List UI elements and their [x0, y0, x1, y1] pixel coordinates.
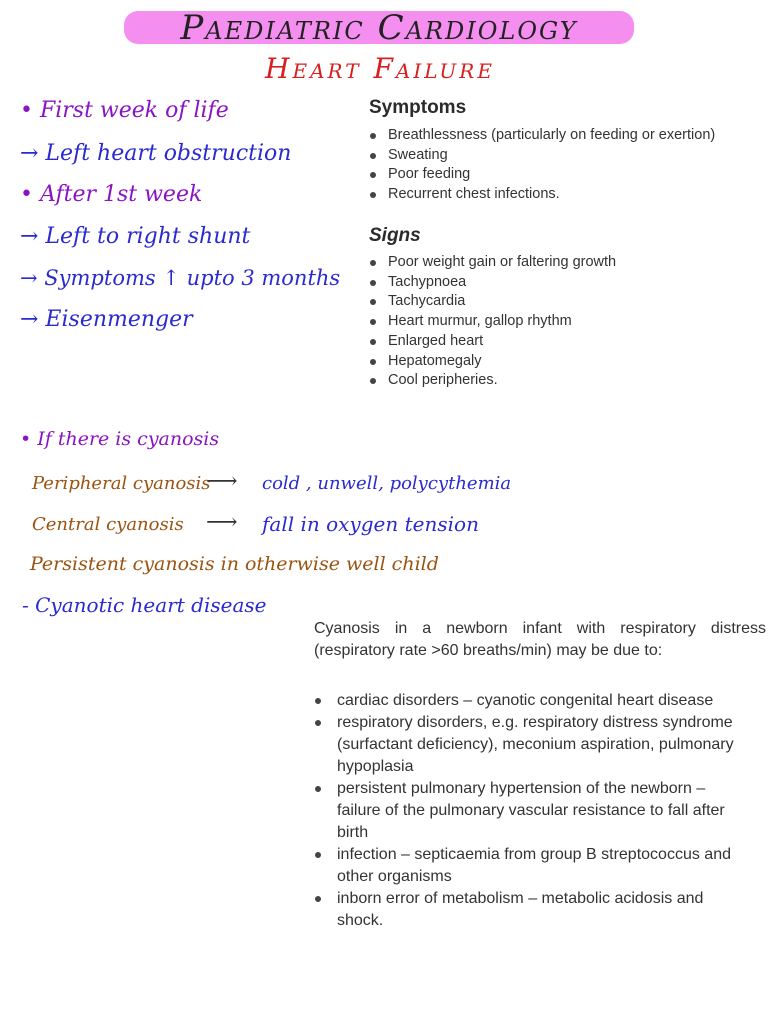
arrow-right-icon: ⟶	[206, 469, 238, 494]
newborn-cyanosis-paragraph: Cyanosis in a newborn infant with respiratory distress (respiratory rate >60 breaths/min) may be due to:	[314, 620, 766, 659]
symptoms-list	[367, 126, 767, 205]
page-title: Paediatric Cardiology	[180, 8, 578, 48]
page-subtitle: Heart Failure	[265, 52, 495, 85]
list-item: Breathlessness (particularly on feeding or exertion)	[367, 126, 767, 146]
list-item: respiratory disorders, e.g. respiratory distress syndrome (surfactant deficiency), meconium aspiration, pulmonary hypoplasia	[311, 712, 751, 778]
list-item: Sweating	[367, 146, 767, 166]
note-eisenmenger: → Eisenmenger	[20, 307, 193, 332]
list-item: inborn error of metabolism – metabolic acidosis and shock.	[311, 888, 751, 932]
list-item: persistent pulmonary hypertension of the newborn – failure of the pulmonary vascular resistance to fall after birth	[311, 778, 751, 844]
signs-heading: Signs	[369, 225, 421, 246]
central-cyanosis-value: fall in oxygen tension	[262, 512, 479, 536]
title-banner	[124, 8, 634, 46]
note-first-week: • First week of life	[20, 98, 229, 123]
list-item: Poor weight gain or faltering growth	[367, 253, 767, 273]
list-item: Cool peripheries.	[367, 371, 767, 391]
list-item: Tachypnoea	[367, 273, 767, 293]
list-item: Poor feeding	[367, 165, 767, 185]
list-item: Enlarged heart	[367, 332, 767, 352]
arrow-right-icon: ⟶	[206, 510, 238, 535]
list-item: Heart murmur, gallop rhythm	[367, 312, 767, 332]
list-item: Tachycardia	[367, 292, 767, 312]
list-item: cardiac disorders – cyanotic congenital heart disease	[311, 690, 751, 712]
persistent-cyanosis: Persistent cyanosis in otherwise well child	[30, 553, 439, 575]
note-symptoms-3-months: → Symptoms ↑ upto 3 months	[20, 266, 341, 290]
list-item: infection – septicaemia from group B streptococcus and other organisms	[311, 844, 751, 888]
note-left-heart-obstruction: → Left heart obstruction	[20, 141, 292, 166]
central-cyanosis-label: Central cyanosis	[32, 514, 184, 535]
newborn-causes-list	[311, 690, 751, 932]
list-item: Recurrent chest infections.	[367, 185, 767, 205]
cyanosis-intro: • If there is cyanosis	[20, 428, 220, 450]
note-after-first-week: • After 1st week	[20, 182, 203, 207]
peripheral-cyanosis-value: cold , unwell, polycythemia	[262, 473, 512, 494]
note-left-right-shunt: → Left to right shunt	[20, 224, 251, 249]
symptoms-heading: Symptoms	[369, 97, 467, 118]
list-item: Hepatomegaly	[367, 352, 767, 372]
cyanotic-heart-disease: - Cyanotic heart disease	[22, 593, 267, 617]
signs-list	[367, 253, 767, 391]
peripheral-cyanosis-label: Peripheral cyanosis	[32, 473, 211, 494]
